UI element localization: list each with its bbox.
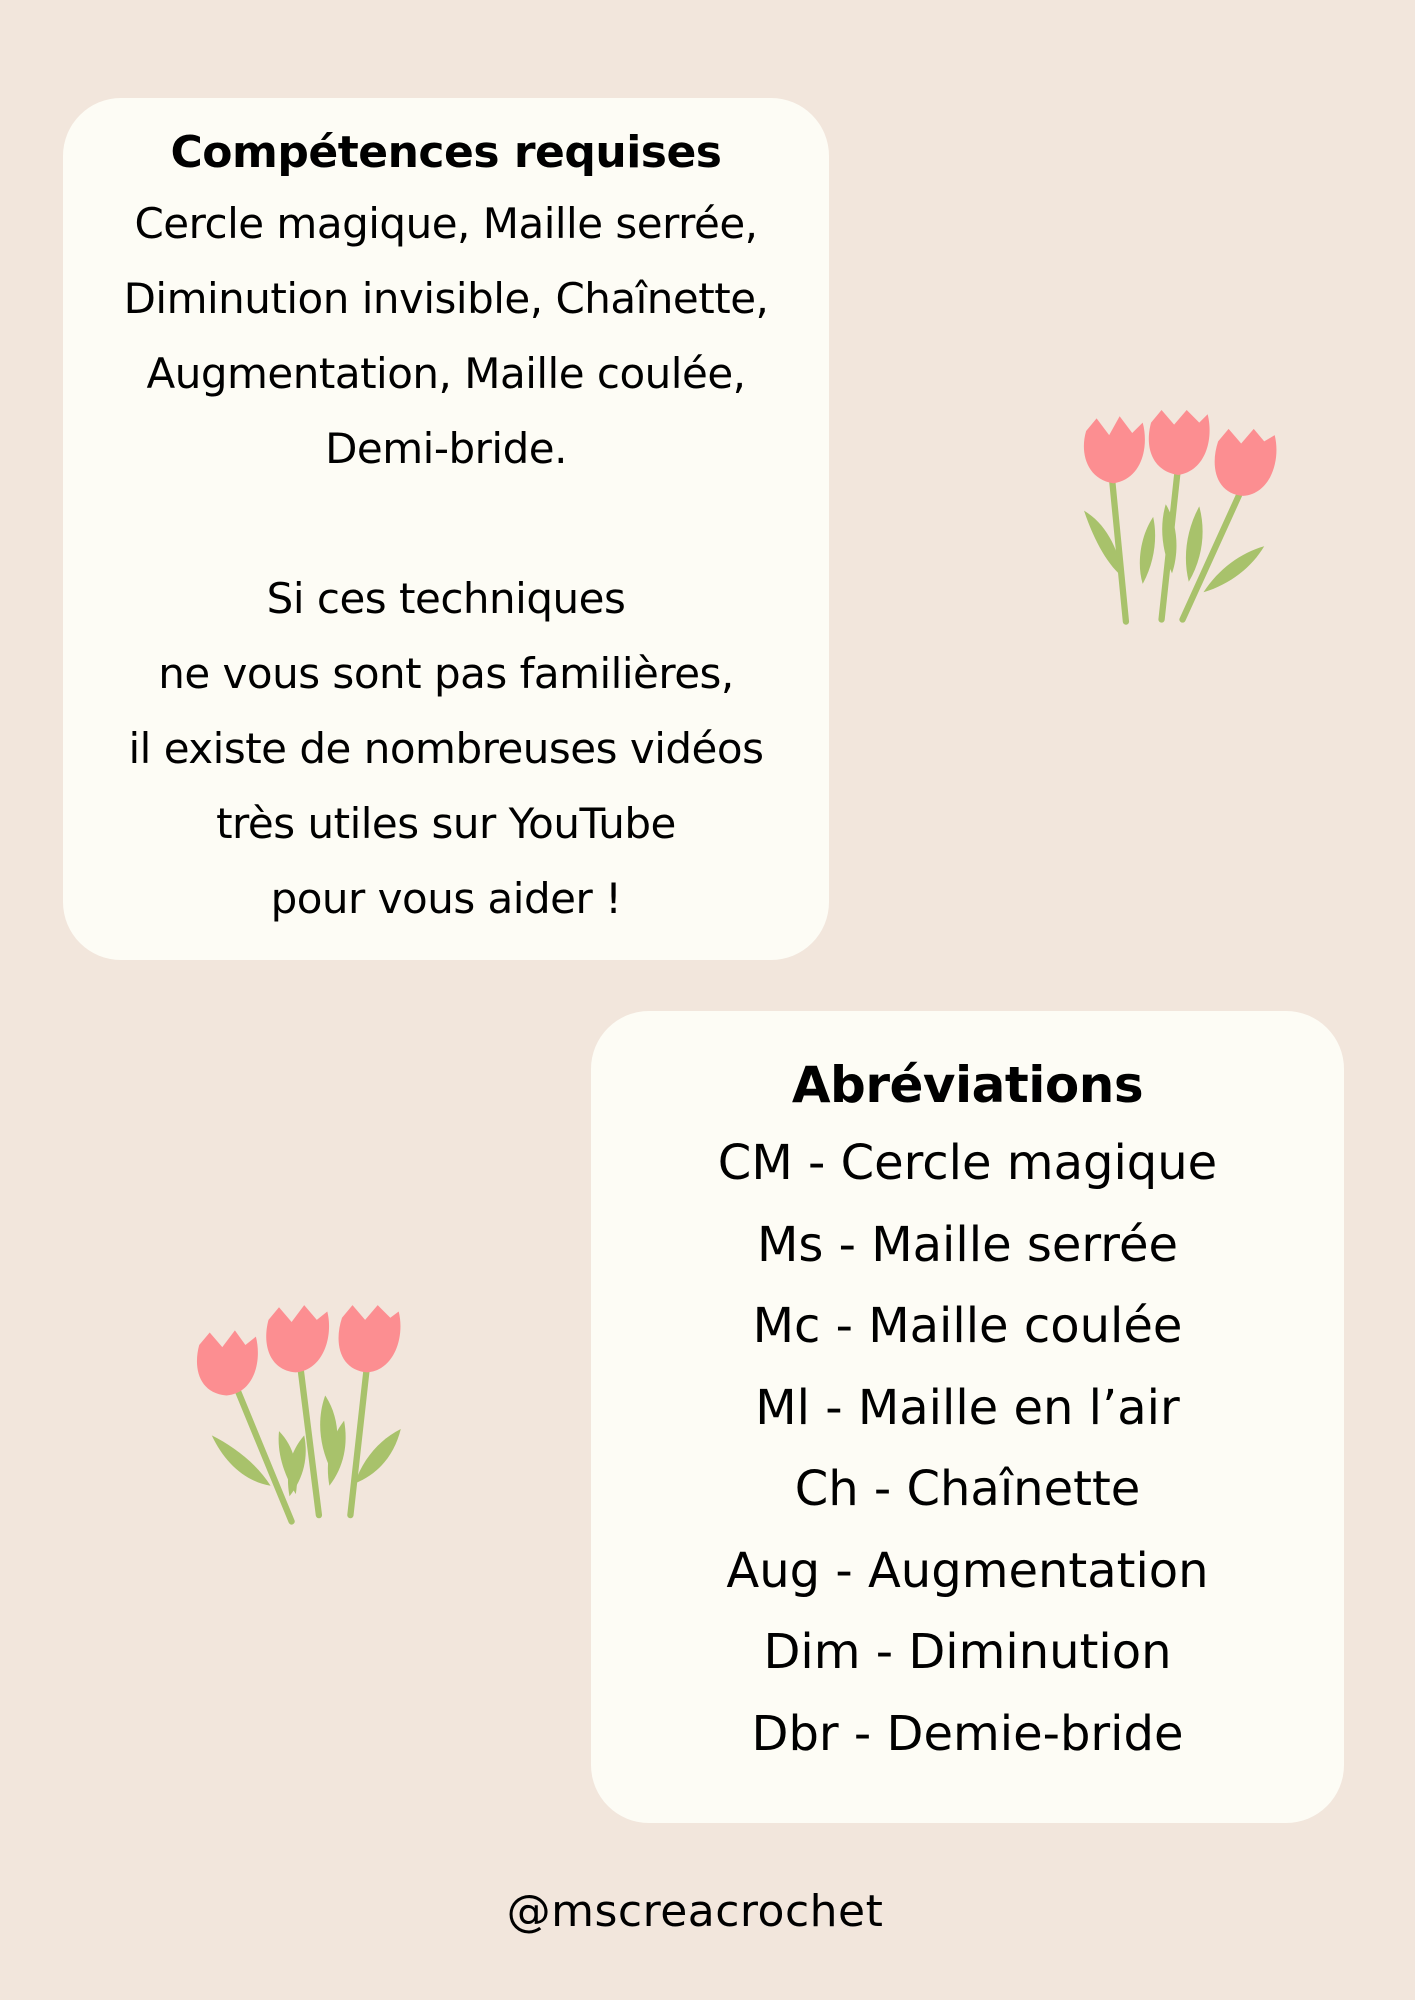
skills-line: Diminution invisible, Chaînette, [123, 274, 769, 323]
social-handle: @mscreacrochet [506, 1886, 884, 1937]
tulip-flowers [197, 1305, 401, 1395]
skills-spacer [63, 486, 829, 561]
abbreviation-item: CM - Cercle magique [717, 1135, 1218, 1191]
tulip-flowers [1084, 410, 1277, 496]
abbreviation-item: Ms - Maille serrée [756, 1216, 1179, 1273]
skills-line: il existe de nombreuses vidéos [128, 724, 764, 773]
abbreviation-item: Ch - Chaînette [794, 1461, 1141, 1517]
abbreviation-item: Aug - Augmentation [726, 1542, 1209, 1599]
abbreviation-item: Ml - Maille en l’air [755, 1379, 1180, 1436]
skills-line: Cercle magique, Maille serrée, [134, 199, 758, 248]
tulip-icon [195, 1305, 405, 1530]
skills-line: très utiles sur YouTube [216, 799, 676, 848]
abbreviation-item: Mc - Maille coulée [752, 1298, 1183, 1354]
skills-card [63, 98, 829, 960]
abbreviation-item: Dbr - Demie-bride [751, 1705, 1184, 1762]
skills-line: ne vous sont pas familières, [158, 649, 734, 698]
skills-line: Augmentation, Maille coulée, [146, 349, 746, 398]
skills-line: pour vous aider ! [270, 874, 622, 923]
abbreviations-title: Abréviations [791, 1056, 1144, 1114]
skills-line: Si ces techniques [266, 574, 626, 623]
skills-line: Demi-bride. [325, 424, 567, 473]
tulip-icon [1075, 410, 1290, 630]
abbreviation-item: Dim - Diminution [763, 1624, 1172, 1680]
abbreviations-card [591, 1011, 1344, 1823]
skills-title: Compétences requises [170, 127, 722, 178]
